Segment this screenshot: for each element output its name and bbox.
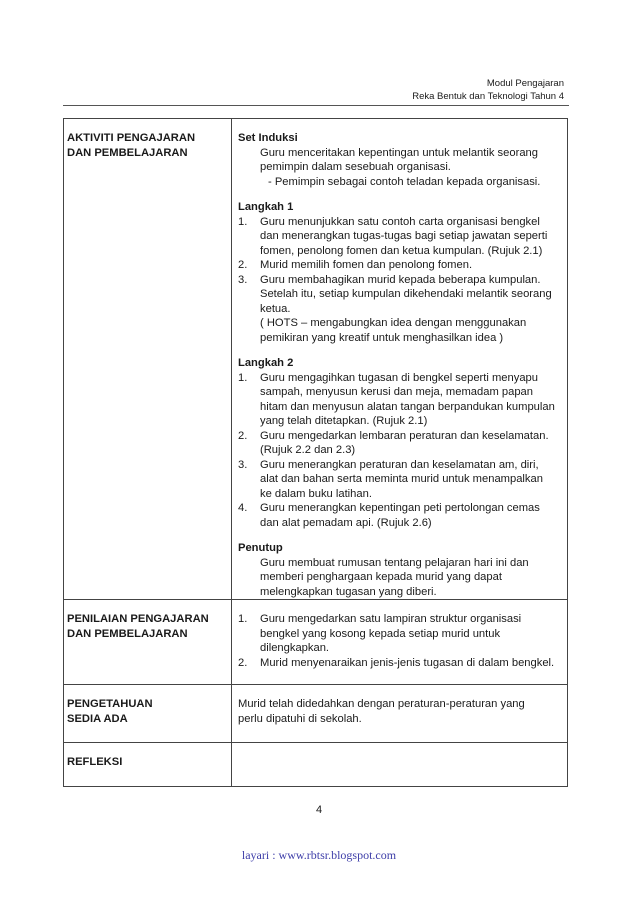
row-label-line: DAN PEMBELAJARAN: [67, 627, 188, 640]
table-row: [64, 685, 568, 743]
penutup-line: memberi penghargaan kepada murid yang dapat: [260, 571, 502, 583]
list-item: 2. Guru mengedarkan lembaran peraturan dan keselamatan. (Rujuk 2.2 dan 2.3): [238, 429, 549, 456]
set-induksi-line: pemimpin dalam sesebuah organisasi.: [260, 161, 451, 173]
list-item: 3. Guru membahagikan murid kepada beberapa kumpulan. Setelah itu, setiap kumpulan dikehendaki melantik seorang ketua. ( HOTS – mengabungkan idea dengan menggunakan pemikiran yang kreatif untuk menghasilkan idea ): [238, 273, 552, 344]
aktiviti-content: [232, 119, 568, 600]
list-item: 4. Guru menerangkan kepentingan peti pertolongan cemas dan alat pemadam api. (Rujuk 2.6): [238, 502, 540, 529]
penutup-line: Guru membuat rumusan tentang pelajaran hari ini dan: [260, 556, 529, 569]
refleksi-content: [232, 743, 568, 787]
penutup-line: melengkapkan tugasan yang diberi.: [260, 585, 437, 598]
section-title-langkah-1: Langkah 1: [238, 201, 294, 213]
langkah-1-list: [238, 215, 561, 346]
list-item: 1. Guru mengedarkan satu lampiran struktur organisasi bengkel yang kosong kepada setiap murid untuk dilengkapkan.: [238, 613, 522, 654]
row-label-pengetahuan: [64, 685, 232, 743]
pengetahuan-content: [232, 685, 568, 743]
row-label-line: AKTIVITI PENGAJARAN: [67, 132, 196, 144]
pengetahuan-line: perlu dipatuhi di sekolah.: [238, 712, 362, 725]
row-label-aktiviti: [64, 119, 232, 600]
section-title-penutup: Penutup: [238, 542, 283, 554]
lesson-plan-table: [63, 118, 568, 787]
penilaian-list: [238, 612, 561, 670]
row-label-refleksi: [64, 743, 232, 787]
table-row: [64, 743, 568, 787]
section-title-set-induksi: Set Induksi: [238, 132, 298, 144]
header-subject: Reka Bentuk dan Teknologi Tahun 4: [412, 91, 564, 102]
pengetahuan-line: Murid telah didedahkan dengan peraturan-peraturan yang: [238, 698, 525, 710]
table-row: [64, 600, 568, 685]
set-induksi-dash-item: - Pemimpin sebagai contoh teladan kepada organisasi.: [268, 175, 541, 188]
row-label-penilaian: [64, 600, 232, 685]
penilaian-content: [232, 600, 568, 685]
set-induksi-line: Guru menceritakan kepentingan untuk melantik seorang: [260, 146, 538, 159]
section-title-langkah-2: Langkah 2: [238, 357, 294, 369]
row-label-line: SEDIA ADA: [67, 712, 128, 725]
footer-link[interactable]: layari : www.rbtsr.blogspot.com: [241, 848, 397, 862]
row-label-line: PENILAIAN PENGAJARAN: [67, 613, 209, 625]
row-label-line: REFLEKSI: [67, 756, 123, 768]
page-header: [412, 77, 564, 103]
list-item: 1. Guru mengagihkan tugasan di bengkel seperti menyapu sampah, menyusun kerusi dan meja, memadam papan hitam dan menyusun alatan tangan berpandukan kumpulan yang telah ditetapkan. (Rujuk 2.1): [238, 371, 555, 427]
table-row: [64, 119, 568, 600]
page-number: 4: [315, 804, 323, 816]
row-label-line: PENGETAHUAN: [67, 698, 153, 710]
list-item: 2. Murid memilih fomen dan penolong fomen.: [238, 259, 473, 271]
langkah-2-list: [238, 371, 561, 531]
list-item: 3. Guru menerangkan peraturan dan keselamatan am, diri, alat dan bahan serta meminta murid untuk menampalkan ke dalam buku latihan.: [238, 458, 543, 500]
header-divider: [63, 105, 569, 106]
list-item: 1. Guru menunjukkan satu contoh carta organisasi bengkel dan menerangkan tugas-tugas bagi setiap jawatan seperti fomen, penolong fomen dan ketua kumpulan. (Rujuk 2.1): [238, 215, 548, 257]
row-label-line: DAN PEMBELAJARAN: [67, 146, 188, 159]
header-module-title: Modul Pengajaran: [486, 78, 564, 89]
list-item: 2. Murid menyenaraikan jenis-jenis tugasan di dalam bengkel.: [238, 656, 555, 669]
